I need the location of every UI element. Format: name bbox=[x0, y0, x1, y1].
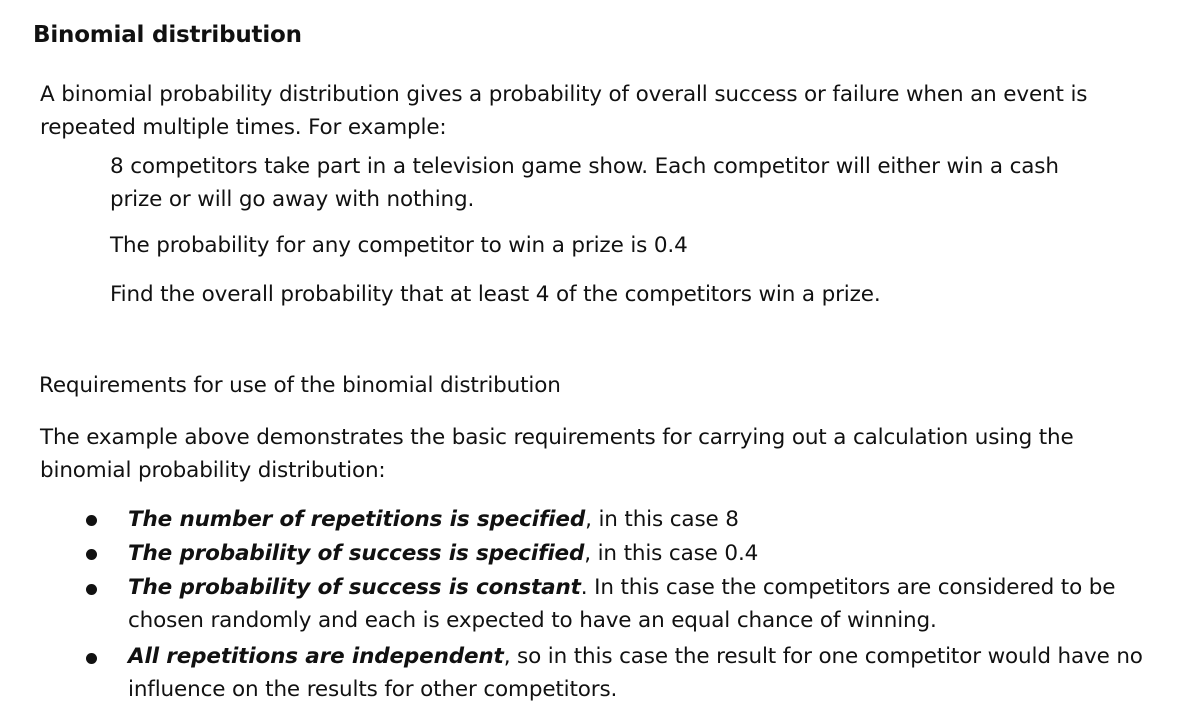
intro-line-1: A binomial probability distribution gives a probability of overall success or failure when an event is bbox=[40, 82, 1088, 107]
document-title: Binomial distribution bbox=[33, 22, 302, 48]
list-item bbox=[128, 537, 758, 570]
bullet-icon bbox=[86, 549, 97, 560]
list-item bbox=[128, 640, 1143, 673]
requirements-heading: Requirements for use of the binomial distribution bbox=[39, 373, 561, 398]
requirements-intro-line-2: binomial probability distribution: bbox=[40, 458, 386, 483]
requirements-intro-line-1: The example above demonstrates the basic requirements for carrying out a calculation using the bbox=[40, 425, 1074, 450]
example-paragraph-1-line-1: 8 competitors take part in a television game show. Each competitor will either win a cash bbox=[110, 154, 1059, 179]
list-item-text: , in this case 8 bbox=[585, 507, 739, 532]
list-item-text: , in this case 0.4 bbox=[584, 541, 759, 566]
list-item-emphasis: All repetitions are independent bbox=[128, 644, 504, 669]
list-item-emphasis: The probability of success is specified bbox=[128, 541, 585, 566]
example-paragraph-2: The probability for any competitor to win a prize is 0.4 bbox=[110, 233, 688, 258]
list-item-text: . In this case the competitors are considered to be bbox=[580, 575, 1116, 600]
bullet-icon bbox=[86, 584, 97, 595]
list-item-continuation: influence on the results for other competitors. bbox=[128, 677, 618, 702]
list-item-emphasis: The number of repetitions is specified bbox=[128, 507, 586, 532]
intro-line-2: repeated multiple times. For example: bbox=[40, 115, 447, 140]
bullet-icon bbox=[86, 515, 97, 526]
list-item bbox=[128, 571, 1115, 604]
example-paragraph-1-line-2: prize or will go away with nothing. bbox=[110, 187, 475, 212]
bullet-icon bbox=[86, 653, 97, 664]
example-paragraph-3: Find the overall probability that at least 4 of the competitors win a prize. bbox=[110, 282, 881, 307]
list-item-continuation: chosen randomly and each is expected to have an equal chance of winning. bbox=[128, 608, 937, 633]
list-item bbox=[128, 503, 739, 536]
list-item-emphasis: The probability of success is constant bbox=[128, 575, 581, 600]
list-item-text: , so in this case the result for one competitor would have no bbox=[503, 644, 1143, 669]
